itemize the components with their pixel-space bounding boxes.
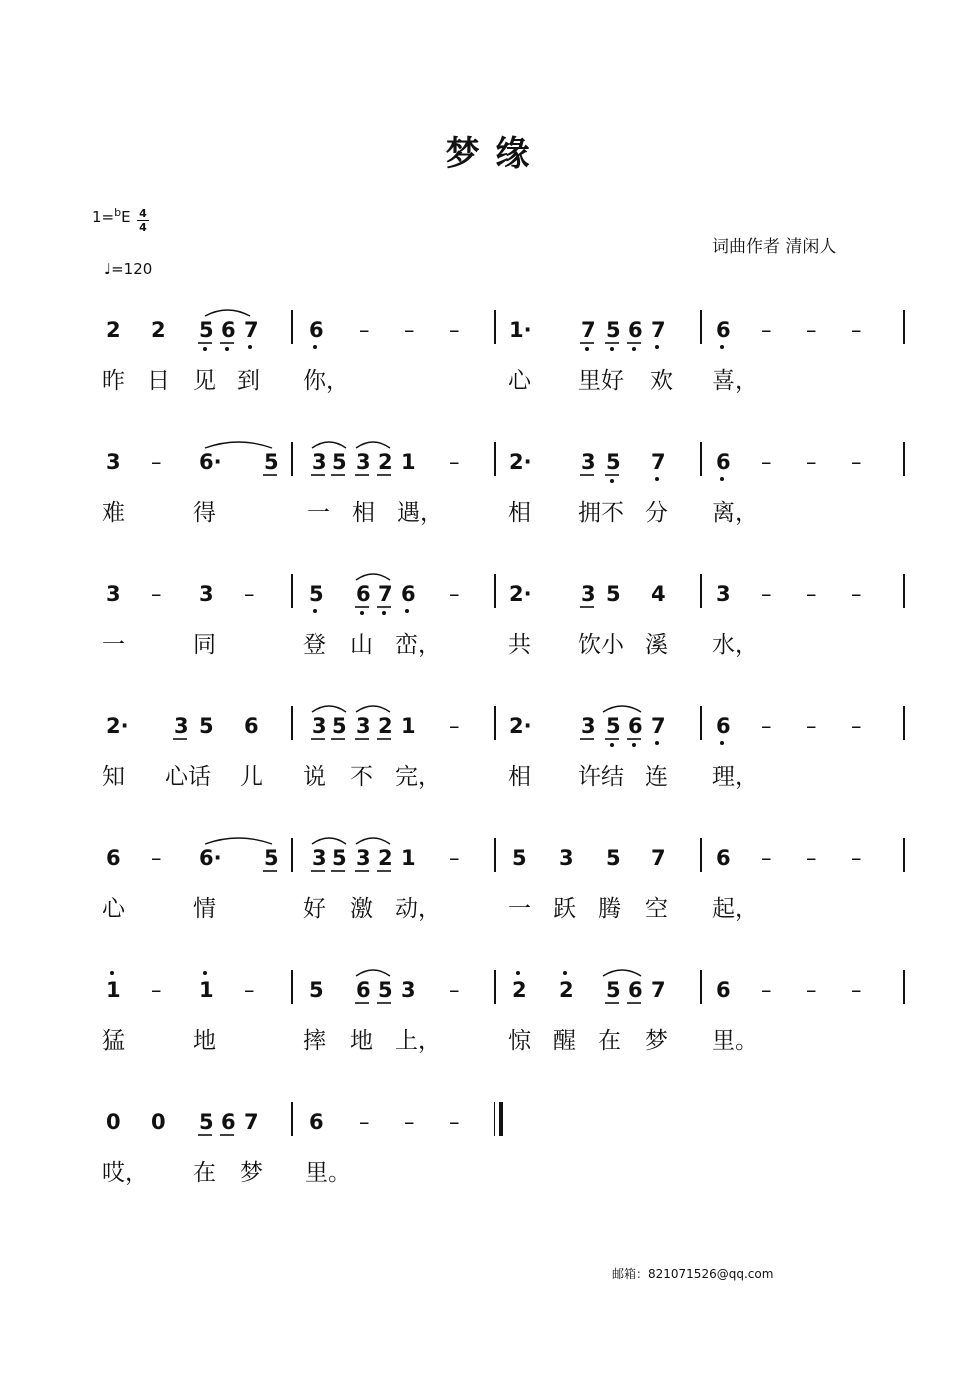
note: 5 bbox=[378, 978, 393, 1002]
lyric: 情 bbox=[193, 896, 216, 922]
rest-dash: – bbox=[404, 318, 415, 342]
lyric: 到 bbox=[237, 368, 260, 394]
note: 6· bbox=[199, 450, 222, 474]
lyric: 知 bbox=[102, 764, 125, 790]
rest-dash: – bbox=[806, 582, 817, 606]
lyric: 梦 bbox=[645, 1028, 668, 1054]
octave-dot-below bbox=[313, 345, 317, 349]
lyric: 欢 bbox=[650, 368, 673, 394]
note: 3 bbox=[581, 714, 596, 738]
time-signature bbox=[137, 208, 149, 233]
note: 3 bbox=[716, 582, 731, 606]
music-system bbox=[0, 714, 977, 824]
notation-marks bbox=[0, 694, 977, 754]
lyric: 完， bbox=[395, 764, 441, 790]
slur bbox=[205, 310, 250, 316]
note: 6 bbox=[221, 1110, 236, 1134]
tempo-marking bbox=[104, 260, 152, 278]
lyric: 难 bbox=[102, 500, 125, 526]
note: 6 bbox=[106, 846, 121, 870]
octave-dot-below bbox=[203, 347, 207, 351]
quarter-note-icon: ♩ bbox=[104, 260, 112, 278]
music-system bbox=[0, 318, 977, 428]
lyric: 相 bbox=[508, 764, 531, 790]
lyric: 梦 bbox=[240, 1160, 263, 1186]
slur bbox=[356, 574, 390, 580]
key-signature bbox=[92, 206, 131, 226]
rest-dash: – bbox=[851, 714, 862, 738]
slur bbox=[205, 442, 272, 448]
rest-dash: – bbox=[151, 582, 162, 606]
note: 3 bbox=[559, 846, 574, 870]
lyric: 相 bbox=[508, 500, 531, 526]
music-system bbox=[0, 1110, 977, 1220]
lyric: 峦， bbox=[395, 632, 441, 658]
rest-dash: – bbox=[449, 714, 460, 738]
rest-dash: – bbox=[761, 318, 772, 342]
note: 2 bbox=[378, 450, 393, 474]
rest-dash: – bbox=[851, 846, 862, 870]
note: 5 bbox=[606, 450, 621, 474]
note: 1 bbox=[199, 978, 214, 1002]
notation-marks bbox=[0, 826, 977, 886]
lyric: 说 bbox=[303, 764, 326, 790]
note: 6 bbox=[716, 978, 731, 1002]
note: 6 bbox=[716, 450, 731, 474]
lyric: 见 bbox=[193, 368, 216, 394]
lyric: 心 bbox=[102, 896, 125, 922]
note: 3 bbox=[312, 846, 327, 870]
lyric: 登 bbox=[303, 632, 326, 658]
octave-dot-above bbox=[203, 971, 207, 975]
note: 7 bbox=[651, 318, 666, 342]
lyric: 在 bbox=[193, 1160, 216, 1186]
note: 6 bbox=[716, 846, 731, 870]
note: 3 bbox=[106, 582, 121, 606]
octave-dot-below bbox=[720, 345, 724, 349]
lyric: 摔 bbox=[303, 1028, 326, 1054]
lyric: 地 bbox=[350, 1028, 373, 1054]
tempo-value: =120 bbox=[111, 260, 153, 278]
octave-dot-below bbox=[248, 345, 252, 349]
note: 2· bbox=[106, 714, 129, 738]
lyric: 共 bbox=[508, 632, 531, 658]
notation-marks bbox=[0, 1090, 977, 1150]
note: 3 bbox=[312, 714, 327, 738]
rest-dash: – bbox=[449, 1110, 460, 1134]
octave-dot-below bbox=[632, 347, 636, 351]
note: 7 bbox=[244, 318, 259, 342]
note: 5 bbox=[199, 318, 214, 342]
music-system bbox=[0, 846, 977, 956]
lyric: 许结 bbox=[578, 764, 624, 790]
note: 5 bbox=[332, 450, 347, 474]
note: 5 bbox=[332, 846, 347, 870]
rest-dash: – bbox=[449, 582, 460, 606]
lyric: 空 bbox=[645, 896, 668, 922]
lyric: 喜， bbox=[712, 368, 758, 394]
slur bbox=[205, 838, 272, 844]
lyric: 山 bbox=[350, 632, 373, 658]
octave-dot-below bbox=[360, 611, 364, 615]
note: 2 bbox=[559, 978, 574, 1002]
rest-dash: – bbox=[359, 1110, 370, 1134]
octave-dot-below bbox=[720, 741, 724, 745]
note: 2· bbox=[509, 714, 532, 738]
lyric: 水， bbox=[712, 632, 758, 658]
note: 7 bbox=[244, 1110, 259, 1134]
key-prefix: 1= bbox=[92, 208, 115, 226]
note: 6 bbox=[628, 318, 643, 342]
note: 6 bbox=[356, 978, 371, 1002]
note: 2 bbox=[106, 318, 121, 342]
lyric: 儿 bbox=[240, 764, 263, 790]
slur bbox=[603, 970, 641, 976]
note: 3 bbox=[356, 714, 371, 738]
note: 5 bbox=[199, 714, 214, 738]
slur bbox=[356, 970, 390, 976]
note: 7 bbox=[651, 846, 666, 870]
lyric: 里好 bbox=[578, 368, 624, 394]
note: 0 bbox=[106, 1110, 121, 1134]
rest-dash: – bbox=[851, 450, 862, 474]
octave-dot-below bbox=[405, 609, 409, 613]
lyric: 一 bbox=[307, 500, 330, 526]
lyric: 心话 bbox=[165, 764, 211, 790]
note: 1 bbox=[106, 978, 121, 1002]
octave-dot-below bbox=[655, 345, 659, 349]
note: 7 bbox=[651, 450, 666, 474]
rest-dash: – bbox=[761, 714, 772, 738]
note: 4 bbox=[651, 582, 666, 606]
octave-dot-below bbox=[655, 477, 659, 481]
rest-dash: – bbox=[151, 846, 162, 870]
rest-dash: – bbox=[851, 582, 862, 606]
note: 3 bbox=[356, 450, 371, 474]
note: 5 bbox=[606, 714, 621, 738]
composer-credit: 词曲作者 清闲人 bbox=[712, 237, 837, 257]
lyric: 日 bbox=[147, 368, 170, 394]
song-title: 梦 缘 bbox=[445, 134, 532, 174]
lyric: 跃 bbox=[553, 896, 576, 922]
octave-dot-below bbox=[313, 609, 317, 613]
flat-sign: b bbox=[114, 206, 122, 219]
rest-dash: – bbox=[359, 318, 370, 342]
rest-dash: – bbox=[806, 714, 817, 738]
lyric: 理， bbox=[712, 764, 758, 790]
lyric: 你， bbox=[303, 368, 349, 394]
note: 7 bbox=[651, 714, 666, 738]
note: 5 bbox=[199, 1110, 214, 1134]
note: 6 bbox=[309, 1110, 324, 1134]
note: 5 bbox=[512, 846, 527, 870]
rest-dash: – bbox=[151, 978, 162, 1002]
notation-marks bbox=[0, 562, 977, 622]
note: 3 bbox=[401, 978, 416, 1002]
note: 0 bbox=[151, 1110, 166, 1134]
lyric: 在 bbox=[598, 1028, 621, 1054]
note: 6 bbox=[221, 318, 236, 342]
octave-dot-above bbox=[563, 971, 567, 975]
rest-dash: – bbox=[761, 846, 772, 870]
rest-dash: – bbox=[449, 846, 460, 870]
rest-dash: – bbox=[761, 978, 772, 1002]
lyric: 动， bbox=[395, 896, 441, 922]
rest-dash: – bbox=[761, 450, 772, 474]
music-system bbox=[0, 582, 977, 692]
note: 3 bbox=[174, 714, 189, 738]
rest-dash: – bbox=[761, 582, 772, 606]
notation-marks bbox=[0, 958, 977, 1018]
lyric: 同 bbox=[193, 632, 216, 658]
octave-dot-below bbox=[382, 611, 386, 615]
rest-dash: – bbox=[851, 978, 862, 1002]
music-system bbox=[0, 978, 977, 1088]
notation-marks bbox=[0, 298, 977, 358]
note: 2 bbox=[512, 978, 527, 1002]
rest-dash: – bbox=[404, 1110, 415, 1134]
note: 3 bbox=[312, 450, 327, 474]
octave-dot-below bbox=[655, 741, 659, 745]
note: 5 bbox=[264, 450, 279, 474]
note: 6 bbox=[401, 582, 416, 606]
note: 1 bbox=[401, 846, 416, 870]
slur bbox=[356, 442, 390, 448]
note: 2 bbox=[378, 846, 393, 870]
note: 5 bbox=[264, 846, 279, 870]
lyric: 醒 bbox=[553, 1028, 576, 1054]
contact-email: 邮箱：821071526@qq.com bbox=[612, 1267, 774, 1281]
note: 2 bbox=[378, 714, 393, 738]
note: 5 bbox=[309, 978, 324, 1002]
lyric: 心 bbox=[508, 368, 531, 394]
note: 6 bbox=[356, 582, 371, 606]
music-system bbox=[0, 450, 977, 560]
octave-dot-below bbox=[632, 743, 636, 747]
note: 7 bbox=[581, 318, 596, 342]
note: 6 bbox=[309, 318, 324, 342]
lyric: 相 bbox=[352, 500, 375, 526]
lyric: 拥不 bbox=[578, 500, 624, 526]
note: 3 bbox=[199, 582, 214, 606]
lyric: 一 bbox=[508, 896, 531, 922]
note: 1 bbox=[401, 714, 416, 738]
note: 5 bbox=[332, 714, 347, 738]
time-signature-bottom: 4 bbox=[139, 221, 147, 234]
slur bbox=[356, 838, 390, 844]
octave-dot-below bbox=[720, 477, 724, 481]
lyric: 起， bbox=[712, 896, 758, 922]
lyric: 昨 bbox=[102, 368, 125, 394]
slur bbox=[356, 706, 390, 712]
note: 1 bbox=[401, 450, 416, 474]
octave-dot-below bbox=[610, 347, 614, 351]
lyric: 激 bbox=[350, 896, 373, 922]
rest-dash: – bbox=[806, 450, 817, 474]
note: 5 bbox=[606, 978, 621, 1002]
note: 5 bbox=[606, 582, 621, 606]
octave-dot-below bbox=[610, 479, 614, 483]
lyric: 一 bbox=[102, 632, 125, 658]
slur bbox=[312, 706, 346, 712]
note: 2· bbox=[509, 450, 532, 474]
note: 7 bbox=[378, 582, 393, 606]
slur bbox=[312, 442, 346, 448]
octave-dot-below bbox=[585, 347, 589, 351]
lyric: 哎， bbox=[102, 1160, 148, 1186]
lyric: 猛 bbox=[102, 1028, 125, 1054]
note: 6 bbox=[716, 714, 731, 738]
lyric: 饮小 bbox=[578, 632, 624, 658]
lyric: 地 bbox=[193, 1028, 216, 1054]
note: 6· bbox=[199, 846, 222, 870]
rest-dash: – bbox=[806, 318, 817, 342]
lyric: 不 bbox=[350, 764, 373, 790]
lyric: 遇， bbox=[397, 500, 443, 526]
time-signature-top: 4 bbox=[139, 207, 147, 220]
rest-dash: – bbox=[851, 318, 862, 342]
note: 6 bbox=[716, 318, 731, 342]
notation-marks bbox=[0, 430, 977, 490]
note: 6 bbox=[628, 714, 643, 738]
lyric: 上， bbox=[395, 1028, 441, 1054]
lyric: 里。 bbox=[712, 1028, 758, 1054]
note: 3 bbox=[581, 582, 596, 606]
rest-dash: – bbox=[244, 978, 255, 1002]
lyric: 离， bbox=[712, 500, 758, 526]
lyric: 好 bbox=[303, 896, 326, 922]
lyric: 分 bbox=[645, 500, 668, 526]
lyric: 连 bbox=[645, 764, 668, 790]
note: 5 bbox=[606, 846, 621, 870]
lyric: 里。 bbox=[305, 1160, 351, 1186]
slur bbox=[603, 706, 641, 712]
note: 3 bbox=[106, 450, 121, 474]
note: 3 bbox=[356, 846, 371, 870]
rest-dash: – bbox=[244, 582, 255, 606]
octave-dot-above bbox=[110, 971, 114, 975]
rest-dash: – bbox=[151, 450, 162, 474]
rest-dash: – bbox=[449, 450, 460, 474]
note: 2 bbox=[151, 318, 166, 342]
key-tonic: E bbox=[121, 208, 131, 226]
note: 2· bbox=[509, 582, 532, 606]
lyric: 得 bbox=[193, 500, 216, 526]
rest-dash: – bbox=[449, 318, 460, 342]
rest-dash: – bbox=[449, 978, 460, 1002]
note: 7 bbox=[651, 978, 666, 1002]
lyric: 溪 bbox=[645, 632, 668, 658]
octave-dot-below bbox=[225, 347, 229, 351]
lyric: 惊 bbox=[508, 1028, 531, 1054]
octave-dot-above bbox=[516, 971, 520, 975]
rest-dash: – bbox=[806, 846, 817, 870]
note: 3 bbox=[581, 450, 596, 474]
note: 1· bbox=[509, 318, 532, 342]
note: 5 bbox=[606, 318, 621, 342]
note: 5 bbox=[309, 582, 324, 606]
rest-dash: – bbox=[806, 978, 817, 1002]
lyric: 腾 bbox=[598, 896, 621, 922]
slur bbox=[312, 838, 346, 844]
note: 6 bbox=[628, 978, 643, 1002]
octave-dot-below bbox=[610, 743, 614, 747]
note: 6 bbox=[244, 714, 259, 738]
